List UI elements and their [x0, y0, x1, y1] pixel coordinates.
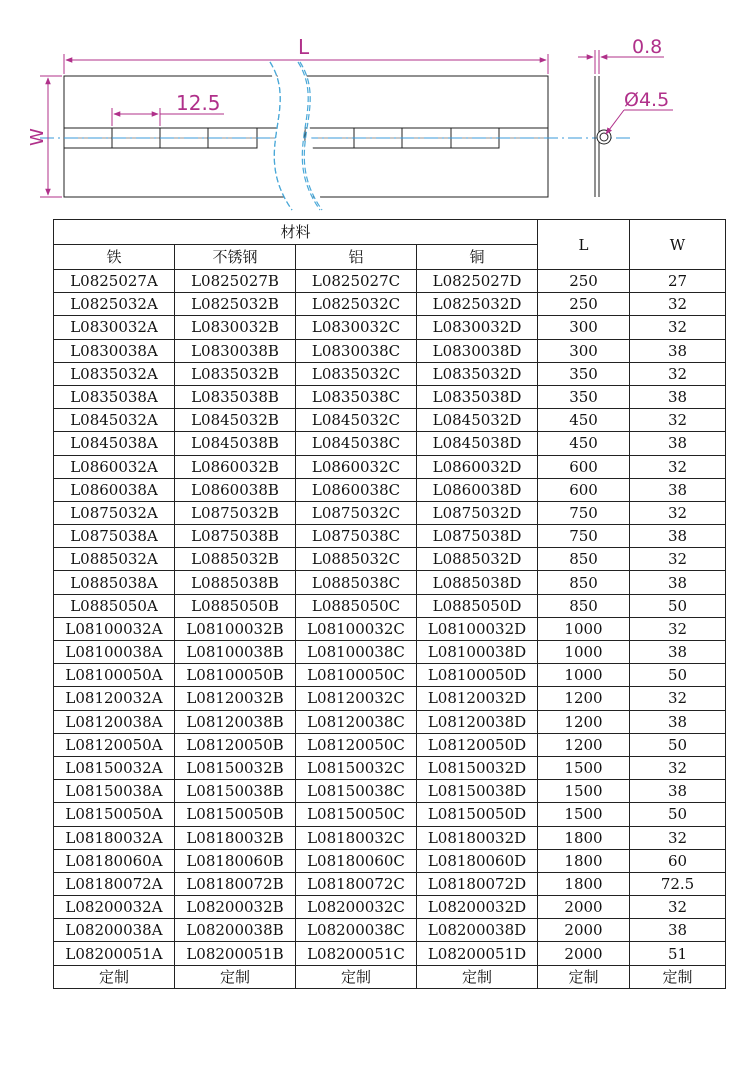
table-row — [54, 896, 726, 919]
table-row — [54, 525, 726, 548]
copper-code: L0825027D — [417, 270, 538, 293]
stainless-code: L0845038B — [175, 432, 296, 455]
stainless-code: L0825032B — [175, 293, 296, 316]
iron-code: L0825032A — [54, 293, 175, 316]
table-row — [54, 385, 726, 408]
iron-code: L0860032A — [54, 455, 175, 478]
aluminum-code: L08180060C — [296, 849, 417, 872]
length-value: 250 — [538, 270, 630, 293]
iron-code: L08150050A — [54, 803, 175, 826]
stainless-code: L0830038B — [175, 339, 296, 362]
table-row — [54, 710, 726, 733]
table-row — [54, 293, 726, 316]
table-row — [54, 733, 726, 756]
length-value: 1000 — [538, 641, 630, 664]
table-row — [54, 501, 726, 524]
aluminum-code: L08100050C — [296, 664, 417, 687]
length-value: 1500 — [538, 803, 630, 826]
iron-code: 定制 — [54, 965, 175, 988]
copper-code: L0845032D — [417, 409, 538, 432]
length-value: 600 — [538, 478, 630, 501]
stainless-code: L08200051B — [175, 942, 296, 965]
stainless-code: L0875032B — [175, 501, 296, 524]
width-value: 32 — [630, 293, 726, 316]
copper-code: L08120050D — [417, 733, 538, 756]
iron-code: L08100032A — [54, 617, 175, 640]
length-value: 300 — [538, 339, 630, 362]
stainless-code: L08120050B — [175, 733, 296, 756]
copper-code: L0875032D — [417, 501, 538, 524]
copper-code: L08180032D — [417, 826, 538, 849]
table-row — [54, 826, 726, 849]
width-value: 32 — [630, 896, 726, 919]
copper-code: L0885038D — [417, 571, 538, 594]
aluminum-code: L08100038C — [296, 641, 417, 664]
stainless-code: L08180060B — [175, 849, 296, 872]
aluminum-code: L0825032C — [296, 293, 417, 316]
copper-code: L08100032D — [417, 617, 538, 640]
length-value: 850 — [538, 594, 630, 617]
copper-code: L08200051D — [417, 942, 538, 965]
table-row — [54, 571, 726, 594]
copper-code: L08120032D — [417, 687, 538, 710]
stainless-code: L08120038B — [175, 710, 296, 733]
stainless-code: L0825027B — [175, 270, 296, 293]
stainless-code: L08180072B — [175, 872, 296, 895]
iron-code: L08150038A — [54, 780, 175, 803]
aluminum-code: L08200038C — [296, 919, 417, 942]
header-stainless-steel: 不锈钢 — [175, 245, 296, 270]
length-value: 1000 — [538, 617, 630, 640]
stainless-code: L08150038B — [175, 780, 296, 803]
copper-code: L08150050D — [417, 803, 538, 826]
thickness-label: 0.8 — [632, 36, 663, 58]
copper-code: L0860032D — [417, 455, 538, 478]
stainless-code: L08100050B — [175, 664, 296, 687]
table-row — [54, 641, 726, 664]
width-value: 72.5 — [630, 872, 726, 895]
header-L: L — [538, 220, 630, 270]
length-value: 1800 — [538, 872, 630, 895]
table-row — [54, 548, 726, 571]
length-value: 750 — [538, 501, 630, 524]
iron-code: L0845038A — [54, 432, 175, 455]
iron-code: L08120038A — [54, 710, 175, 733]
pin-diameter-label: Ø4.5 — [624, 89, 670, 111]
length-value: 300 — [538, 316, 630, 339]
stainless-code: L08180032B — [175, 826, 296, 849]
width-label: W — [27, 128, 48, 146]
stainless-code: L08200038B — [175, 919, 296, 942]
length-value: 1800 — [538, 849, 630, 872]
copper-code: L0845038D — [417, 432, 538, 455]
length-value: 250 — [538, 293, 630, 316]
stainless-code: L0860032B — [175, 455, 296, 478]
copper-code: L0885032D — [417, 548, 538, 571]
pitch-label: 12.5 — [176, 91, 221, 115]
aluminum-code: L08180032C — [296, 826, 417, 849]
table-row — [54, 780, 726, 803]
length-value: 1000 — [538, 664, 630, 687]
iron-code: L08120032A — [54, 687, 175, 710]
specification-table — [53, 219, 726, 989]
length-value: 定制 — [538, 965, 630, 988]
copper-code: L0875038D — [417, 525, 538, 548]
iron-code: L0885038A — [54, 571, 175, 594]
iron-code: L0835038A — [54, 385, 175, 408]
table-row — [54, 664, 726, 687]
width-value: 定制 — [630, 965, 726, 988]
length-value: 350 — [538, 362, 630, 385]
aluminum-code: L08120038C — [296, 710, 417, 733]
table-row — [54, 409, 726, 432]
copper-code: L0835038D — [417, 385, 538, 408]
iron-code: L0875038A — [54, 525, 175, 548]
aluminum-code: L0875032C — [296, 501, 417, 524]
length-value: 350 — [538, 385, 630, 408]
header-copper: 铜 — [417, 245, 538, 270]
table-row — [54, 339, 726, 362]
header-iron: 铁 — [54, 245, 175, 270]
iron-code: L0830038A — [54, 339, 175, 362]
iron-code: L08200051A — [54, 942, 175, 965]
aluminum-code: L0830038C — [296, 339, 417, 362]
length-label: L — [298, 35, 310, 59]
length-value: 850 — [538, 571, 630, 594]
length-value: 450 — [538, 409, 630, 432]
width-value: 32 — [630, 409, 726, 432]
length-value: 2000 — [538, 919, 630, 942]
width-value: 38 — [630, 710, 726, 733]
header-aluminum: 铝 — [296, 245, 417, 270]
table-row — [54, 919, 726, 942]
copper-code: L08120038D — [417, 710, 538, 733]
copper-code: L08200038D — [417, 919, 538, 942]
stainless-code: L0835038B — [175, 385, 296, 408]
width-value: 32 — [630, 362, 726, 385]
aluminum-code: L0860032C — [296, 455, 417, 478]
aluminum-code: L0830032C — [296, 316, 417, 339]
width-value: 38 — [630, 385, 726, 408]
aluminum-code: L08150032C — [296, 756, 417, 779]
copper-code: L0830038D — [417, 339, 538, 362]
copper-code: 定制 — [417, 965, 538, 988]
aluminum-code: L0885050C — [296, 594, 417, 617]
aluminum-code: L0835038C — [296, 385, 417, 408]
length-value: 850 — [538, 548, 630, 571]
width-value: 50 — [630, 733, 726, 756]
stainless-code: L0830032B — [175, 316, 296, 339]
length-value: 1200 — [538, 710, 630, 733]
copper-code: L08150038D — [417, 780, 538, 803]
iron-code: L08200032A — [54, 896, 175, 919]
material-header: 材料 — [54, 220, 538, 245]
copper-code: L0885050D — [417, 594, 538, 617]
stainless-code: L08100038B — [175, 641, 296, 664]
iron-code: L0830032A — [54, 316, 175, 339]
table-row — [54, 965, 726, 988]
iron-code: L08120050A — [54, 733, 175, 756]
iron-code: L0875032A — [54, 501, 175, 524]
stainless-code: L0885032B — [175, 548, 296, 571]
aluminum-code: L08120050C — [296, 733, 417, 756]
width-value: 38 — [630, 780, 726, 803]
table-row — [54, 872, 726, 895]
width-value: 32 — [630, 826, 726, 849]
copper-code: L0825032D — [417, 293, 538, 316]
iron-code: L0835032A — [54, 362, 175, 385]
width-value: 32 — [630, 687, 726, 710]
aluminum-code: L08100032C — [296, 617, 417, 640]
width-value: 32 — [630, 548, 726, 571]
width-value: 50 — [630, 594, 726, 617]
iron-code: L0885032A — [54, 548, 175, 571]
iron-code: L0860038A — [54, 478, 175, 501]
pin-diameter-dimension — [606, 110, 673, 134]
table-row — [54, 594, 726, 617]
iron-code: L08180072A — [54, 872, 175, 895]
aluminum-code: L08150050C — [296, 803, 417, 826]
copper-code: L08100050D — [417, 664, 538, 687]
table-row — [54, 849, 726, 872]
aluminum-code: L08200032C — [296, 896, 417, 919]
iron-code: L08100038A — [54, 641, 175, 664]
table-row — [54, 942, 726, 965]
stainless-code: L08100032B — [175, 617, 296, 640]
width-value: 38 — [630, 641, 726, 664]
table-row — [54, 316, 726, 339]
iron-code: L08180032A — [54, 826, 175, 849]
aluminum-code: L0875038C — [296, 525, 417, 548]
stainless-code: L0845032B — [175, 409, 296, 432]
length-value: 750 — [538, 525, 630, 548]
table-row — [54, 756, 726, 779]
iron-code: L0885050A — [54, 594, 175, 617]
aluminum-code: 定制 — [296, 965, 417, 988]
stainless-code: L0885050B — [175, 594, 296, 617]
table-row — [54, 455, 726, 478]
hinge-technical-drawing — [0, 0, 750, 215]
stainless-code: L0860038B — [175, 478, 296, 501]
aluminum-code: L0845038C — [296, 432, 417, 455]
stainless-code: L08150050B — [175, 803, 296, 826]
stainless-code: L0885038B — [175, 571, 296, 594]
width-value: 60 — [630, 849, 726, 872]
length-value: 450 — [538, 432, 630, 455]
width-value: 51 — [630, 942, 726, 965]
hinge-side-view — [595, 76, 611, 197]
aluminum-code: L0835032C — [296, 362, 417, 385]
header-W: W — [630, 220, 726, 270]
iron-code: L08100050A — [54, 664, 175, 687]
table-body — [54, 270, 726, 989]
iron-code: L0825027A — [54, 270, 175, 293]
stainless-code: L0875038B — [175, 525, 296, 548]
width-value: 32 — [630, 756, 726, 779]
width-value: 32 — [630, 617, 726, 640]
stainless-code: L08150032B — [175, 756, 296, 779]
copper-code: L08100038D — [417, 641, 538, 664]
copper-code: L0830032D — [417, 316, 538, 339]
length-value: 1200 — [538, 687, 630, 710]
length-value: 2000 — [538, 942, 630, 965]
iron-code: L08200038A — [54, 919, 175, 942]
length-value: 1500 — [538, 756, 630, 779]
width-value: 50 — [630, 803, 726, 826]
iron-code: L08180060A — [54, 849, 175, 872]
aluminum-code: L08120032C — [296, 687, 417, 710]
aluminum-code: L08150038C — [296, 780, 417, 803]
table-row — [54, 362, 726, 385]
copper-code: L0835032D — [417, 362, 538, 385]
width-value: 38 — [630, 919, 726, 942]
aluminum-code: L0885032C — [296, 548, 417, 571]
length-value: 1200 — [538, 733, 630, 756]
aluminum-code: L08200051C — [296, 942, 417, 965]
aluminum-code: L0885038C — [296, 571, 417, 594]
copper-code: L08200032D — [417, 896, 538, 919]
aluminum-code: L0845032C — [296, 409, 417, 432]
width-value: 38 — [630, 571, 726, 594]
stainless-code: L0835032B — [175, 362, 296, 385]
width-value: 32 — [630, 455, 726, 478]
iron-code: L08150032A — [54, 756, 175, 779]
length-value: 2000 — [538, 896, 630, 919]
width-value: 27 — [630, 270, 726, 293]
length-value: 600 — [538, 455, 630, 478]
width-value: 32 — [630, 501, 726, 524]
table-row — [54, 617, 726, 640]
table-row — [54, 432, 726, 455]
table-row — [54, 803, 726, 826]
length-value: 1500 — [538, 780, 630, 803]
copper-code: L08150032D — [417, 756, 538, 779]
stainless-code: 定制 — [175, 965, 296, 988]
width-value: 32 — [630, 316, 726, 339]
width-value: 38 — [630, 525, 726, 548]
aluminum-code: L0860038C — [296, 478, 417, 501]
copper-code: L0860038D — [417, 478, 538, 501]
table-row — [54, 478, 726, 501]
width-value: 38 — [630, 432, 726, 455]
aluminum-code: L08180072C — [296, 872, 417, 895]
copper-code: L08180072D — [417, 872, 538, 895]
width-value: 38 — [630, 478, 726, 501]
stainless-code: L08120032B — [175, 687, 296, 710]
width-value: 50 — [630, 664, 726, 687]
copper-code: L08180060D — [417, 849, 538, 872]
length-value: 1800 — [538, 826, 630, 849]
aluminum-code: L0825027C — [296, 270, 417, 293]
iron-code: L0845032A — [54, 409, 175, 432]
table-row — [54, 687, 726, 710]
table-row — [54, 270, 726, 293]
stainless-code: L08200032B — [175, 896, 296, 919]
width-value: 38 — [630, 339, 726, 362]
